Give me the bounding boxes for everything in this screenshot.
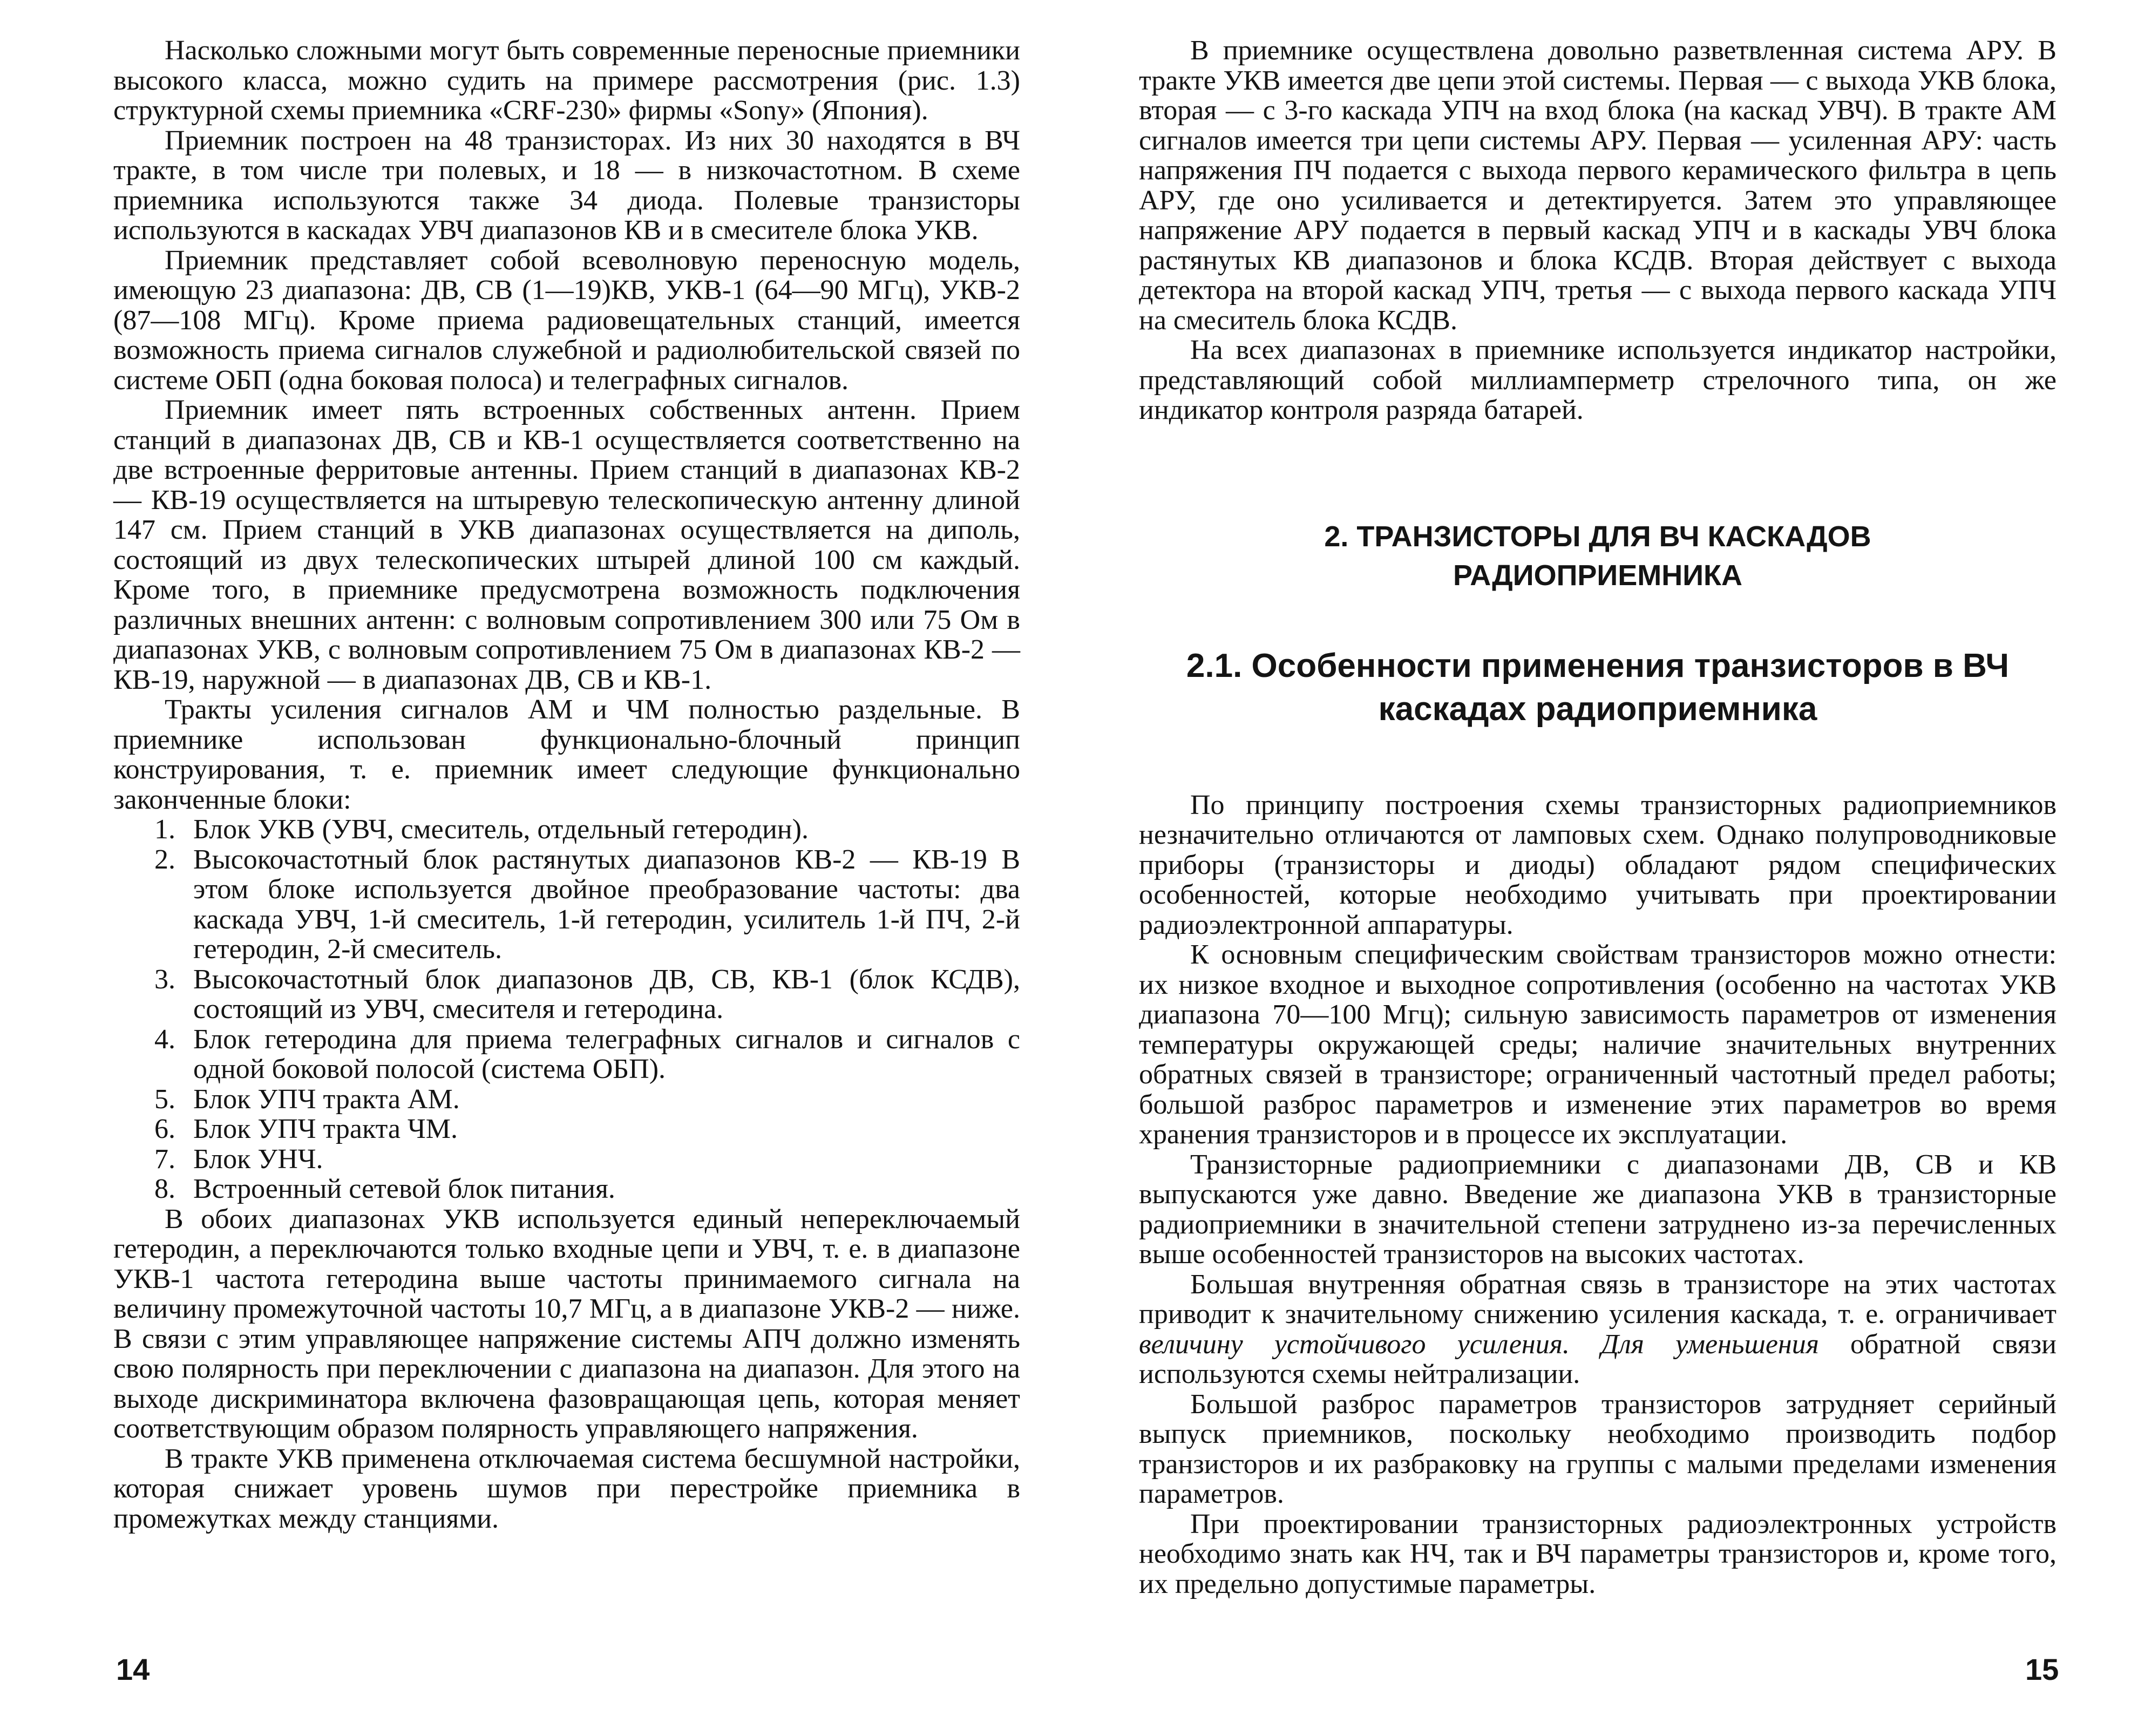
right-page [1066,0,2131,1736]
list-item [154,1174,1020,1204]
list-item [154,1114,1020,1144]
italic-text: величину устойчивого усиления. [1139,1328,1570,1360]
list-item-text: Блок гетеродина для приема телеграфных сигналов и сигналов с одной боковой полосой (система ОБП). [193,1023,1020,1084]
list-item-number: 5. [154,1083,175,1115]
paragraph: Транзисторные радиоприемники с диапазонами ДВ, СВ и КВ выпускаются уже давно. Введение же диапазона УКВ в транзисторные радиоприемники в значительной степени затруднено из-за перечисленных выше особенностей транзисторов на высоких частотах. [1139,1149,2057,1270]
paragraph: В обоих диапазонах УКВ используется единый непереключаемый гетеродин, а переключаются только входные цепи и УВЧ, т. е. в диапазоне УКВ-1 частота гетеродина выше частоты принимаемого сигнала на величину промежуточной частоты 10,7 МГц, а в диапазоне УКВ-2 — ниже. В связи с этим управляющее напряжение системы АПЧ должно изменять свою полярность при переключении с диапазона на диапазон. Для этого на выходе дискриминатора включена фазовращающая цепь, которая меняет соответствующим образом полярность управляющего напряжения. [113,1203,1020,1444]
paragraph: К основным специфическим свойствам транзисторов можно отнести: их низкое входное и выходное сопротивления (особенно на частотах УКВ диапазона 70—100 Мгц); сильную зависимость параметров от изменения температуры окружающей среды; наличие значительных внутренних обратных связей в транзисторе; ограниченный частотный предел работы; большой разброс параметров и изменение этих параметров во время хранения транзисторов и в процессе их эксплуатации. [1139,939,2057,1150]
text-run: обратной связи используются схемы нейтрализации. [1139,1328,2057,1389]
paragraph: Тракты усиления сигналов АМ и ЧМ полностью раздельные. В приемнике использован функционально-блочный принцип конструирования, т. е. приемник имеет следующие функционально законченные блоки: [113,694,1020,815]
list-item-text: Высокочастотный блок растянутых диапазонов КВ-2 — КВ-19 В этом блоке используется двойное преобразование частоты: два каскада УВЧ, 1-й смеситель, 1-й гетеродин, усилитель 1-й ПЧ, 2-й гетеродин, 2-й смеситель. [193,844,1020,965]
paragraph: В тракте УКВ применена отключаемая система бесшумной настройки, которая снижает уровень шумов при перестройке приемника в промежутках между станциями. [113,1443,1020,1534]
paragraph: Приемник имеет пять встроенных собственных антенн. Прием станций в диапазонах ДВ, СВ и КВ-1 осуществляется соответственно на две встроенные ферритовые антенны. Прием станций в диапазонах КВ-2 — КВ-19 осуществляется на штыревую телескопическую антенну длиной 147 см. Прием станций в УКВ диапазонах осуществляется на диполь, состоящий из двух телескопических штырей длиной 100 см каждый. Кроме того, в приемнике предусмотрена возможность подключения различных внешних антенн: с волновым сопротивлением 300 или 75 Ом в диапазонах УКВ, с волновым сопротивлением 75 Ом в диапазонах КВ-2 — КВ-19, наружной — в диапазонах ДВ, СВ и КВ-1. [113,395,1020,695]
list-item-number: 2. [154,844,175,875]
list-item-text: Блок УПЧ тракта АМ. [193,1083,460,1115]
paragraph: Приемник построен на 48 транзисторах. Из них 30 находятся в ВЧ тракте, в том числе три полевых, и 18 — в низкочастотном. В схеме приемника используются также 34 диода. Полевые транзисторы используются в каскадах УВЧ диапазонов КВ и в смесителе блока УКВ. [113,125,1020,246]
list-item [154,1023,1020,1084]
text-run: Большая внутренняя обратная связь в транзисторе на этих частотах приводит к значительному снижению усиления каскада, т. е. ограничивает [1139,1269,2057,1330]
list-item-text: Высокочастотный блок диапазонов ДВ, СВ, КВ-1 (блок КСДВ), состоящий из УВЧ, смесителя и гетеродина. [193,964,1020,1025]
paragraph: В приемнике осуществлена довольно разветвленная система АРУ. В тракте УКВ имеется две цепи этой системы. Первая — с выхода УКВ блока, вторая — с 3-го каскада УПЧ на вход блока (на каскад УВЧ). В тракте АМ сигналов имеется три цепи системы АРУ. Первая — усиленная АРУ: часть напряжения ПЧ подается с выхода первого керамического фильтра в цепь АРУ, где оно усиливается и детектируется. Затем это управляющее напряжение АРУ подается в первый каскад УПЧ и в каскады УВЧ блока растянутых КВ диапазонов и блока КСДВ. Вторая действует с выхода детектора на второй каскад УПЧ, третья — с выхода первого каскада УПЧ на смеситель блока КСДВ. [1139,35,2057,336]
paragraph: Большой разброс параметров транзисторов затрудняет серийный выпуск приемников, поскольку необходимо производить подбор транзисторов и их разбраковку на группы с малыми пределами изменения параметров. [1139,1388,2057,1509]
list-item-text: Блок УКВ (УВЧ, смеситель, отдельный гетеродин). [193,814,809,845]
right-page-text-column [1139,36,2057,1599]
page-number: 14 [116,1652,150,1686]
paragraph: По принципу построения схемы транзисторных радиоприемников незначительно отличаются от ламповых схем. Однако полупроводниковые приборы (транзисторы и диоды) обладают рядом специфических особенностей, которые необходимо учитывать при проектировании радиоэлектронной аппаратуры. [1139,789,2057,940]
section-heading: 2.1. Особенности применения транзисторов в ВЧ каскадах радиоприемника [1186,647,2010,728]
list-item-number: 8. [154,1174,175,1204]
text-run [1570,1329,1601,1360]
list-item-text: Встроенный сетевой блок питания. [193,1174,615,1204]
list-item [154,814,1020,845]
list-item [154,1083,1020,1115]
paragraph: При проектировании транзисторных радиоэлектронных устройств необходимо знать как НЧ, так и ВЧ параметры транзисторов и, кроме того, их предельно допустимые параметры. [1139,1508,2057,1599]
italic-text: Для уменьшения [1601,1328,1819,1360]
list-item-number: 1. [154,814,175,845]
list-item-number: 4. [154,1023,175,1055]
list-item [154,844,1020,965]
chapter-heading: 2. ТРАНЗИСТОРЫ ДЛЯ ВЧ КАСКАДОВ РАДИОПРИЕМНИКА [1324,520,1871,592]
paragraph: Насколько сложными могут быть современные переносные приемники высокого класса, можно судить на примере рассмотрения (рис. 1.3) структурной схемы приемника «CRF-230» фирмы «Sony» (Япония). [113,35,1020,126]
list-item-number: 6. [154,1114,175,1144]
left-page-text-column [113,36,1020,1534]
list-item-number: 3. [154,964,175,995]
list-item-text: Блок УПЧ тракта ЧМ. [193,1114,458,1144]
paragraph: На всех диапазонах в приемнике используется индикатор настройки, представляющий собой миллиамперметр стрелочного типа, он же индикатор контроля разряда батарей. [1139,335,2057,425]
page-number: 15 [2025,1652,2059,1686]
paragraph-feedback [1139,1270,2057,1389]
list-item-number: 7. [154,1143,175,1175]
functional-blocks-list [113,815,1020,1204]
list-item [154,1143,1020,1175]
spacer [1139,731,2057,790]
list-item [154,964,1020,1025]
spacer [1139,595,2057,645]
paragraph: Приемник представляет собой всеволновую переносную модель, имеющую 23 диапазона: ДВ, СВ (1—19)КВ, УКВ-1 (64—90 МГц), УКВ-2 (87—108 МГц). Кроме приема радиовещательных станций, имеется возможность приема сигналов служебной и радиолюбительской связей по системе ОБП (одна боковая полоса) и телеграфных сигналов. [113,245,1020,396]
spacer [1139,425,2057,517]
list-item-text: Блок УНЧ. [193,1143,323,1175]
